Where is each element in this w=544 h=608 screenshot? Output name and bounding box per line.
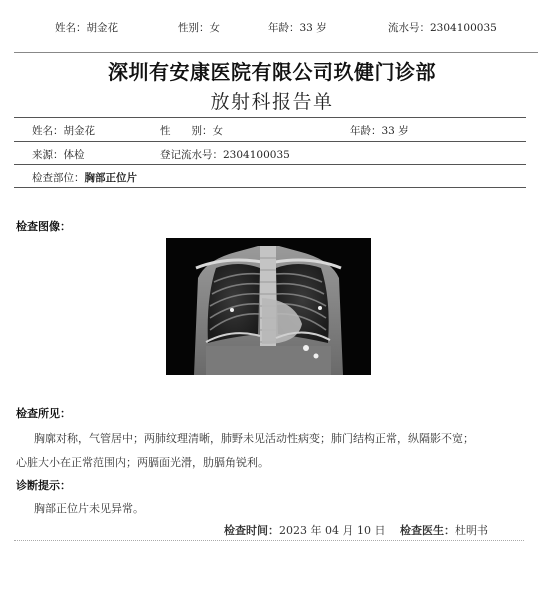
footer-divider: [14, 540, 524, 541]
header-age: 年龄：33 岁: [268, 22, 327, 34]
chest-xray-drawing: [166, 238, 371, 375]
header-name: 姓名：胡金花: [55, 22, 118, 34]
info-name: [32, 123, 95, 138]
info-name-label: 姓名：: [32, 125, 64, 137]
exam-doctor: [400, 522, 488, 538]
info-gender: [160, 123, 223, 138]
header-gender: 性别：女: [178, 22, 220, 34]
info-table-rule-1: [14, 141, 526, 142]
image-section-heading: 检查图像：: [16, 220, 71, 233]
info-source-value: 体检: [63, 149, 85, 161]
info-age: [350, 123, 409, 138]
info-table-bottom-rule: [14, 187, 526, 188]
findings-heading: 检查所见：: [16, 407, 71, 420]
diagnosis-text: 胸部正位片未见异常。: [34, 502, 144, 515]
chest-xray-image: [166, 238, 371, 375]
findings-line-1: 胸廓对称，气管居中；两肺纹理清晰，肺野未见活动性病变；肺门结构正常，纵隔影不宽；: [34, 432, 474, 445]
exam-time-label: 检查时间：: [224, 524, 279, 537]
info-source-label: 来源：: [32, 149, 64, 161]
info-part: [32, 170, 137, 185]
info-register-label: 登记流水号：: [160, 149, 223, 161]
info-source: [32, 147, 85, 162]
exam-doctor-value: 杜明书: [455, 524, 488, 537]
info-part-label: 检查部位：: [32, 172, 85, 184]
exam-doctor-label: 检查医生：: [400, 524, 455, 537]
hospital-name: 深圳有安康医院有限公司玖健门诊部: [108, 60, 436, 84]
info-register-value: 2304100035: [223, 149, 290, 161]
exam-time: [224, 522, 385, 538]
info-age-value: 33 岁: [381, 125, 409, 137]
exam-time-value: 2023 年 04 月 10 日: [279, 524, 386, 537]
info-gender-value: 女: [212, 125, 223, 137]
report-title: 放射科报告单: [210, 91, 334, 113]
header-divider: [14, 52, 538, 53]
info-name-value: 胡金花: [63, 125, 95, 137]
info-table-rule-2: [14, 164, 526, 165]
info-table-top-rule: [14, 117, 526, 118]
info-gender-label: 性 别：: [160, 125, 213, 137]
info-part-value: 胸部正位片: [84, 172, 137, 184]
findings-line-2: 心脏大小在正常范围内；两膈面光滑，肋膈角锐利。: [16, 456, 269, 469]
info-age-label: 年龄：: [350, 125, 382, 137]
header-serial: 流水号：2304100035: [388, 22, 497, 34]
info-register: [160, 147, 290, 162]
diagnosis-heading: 诊断提示：: [16, 479, 71, 492]
